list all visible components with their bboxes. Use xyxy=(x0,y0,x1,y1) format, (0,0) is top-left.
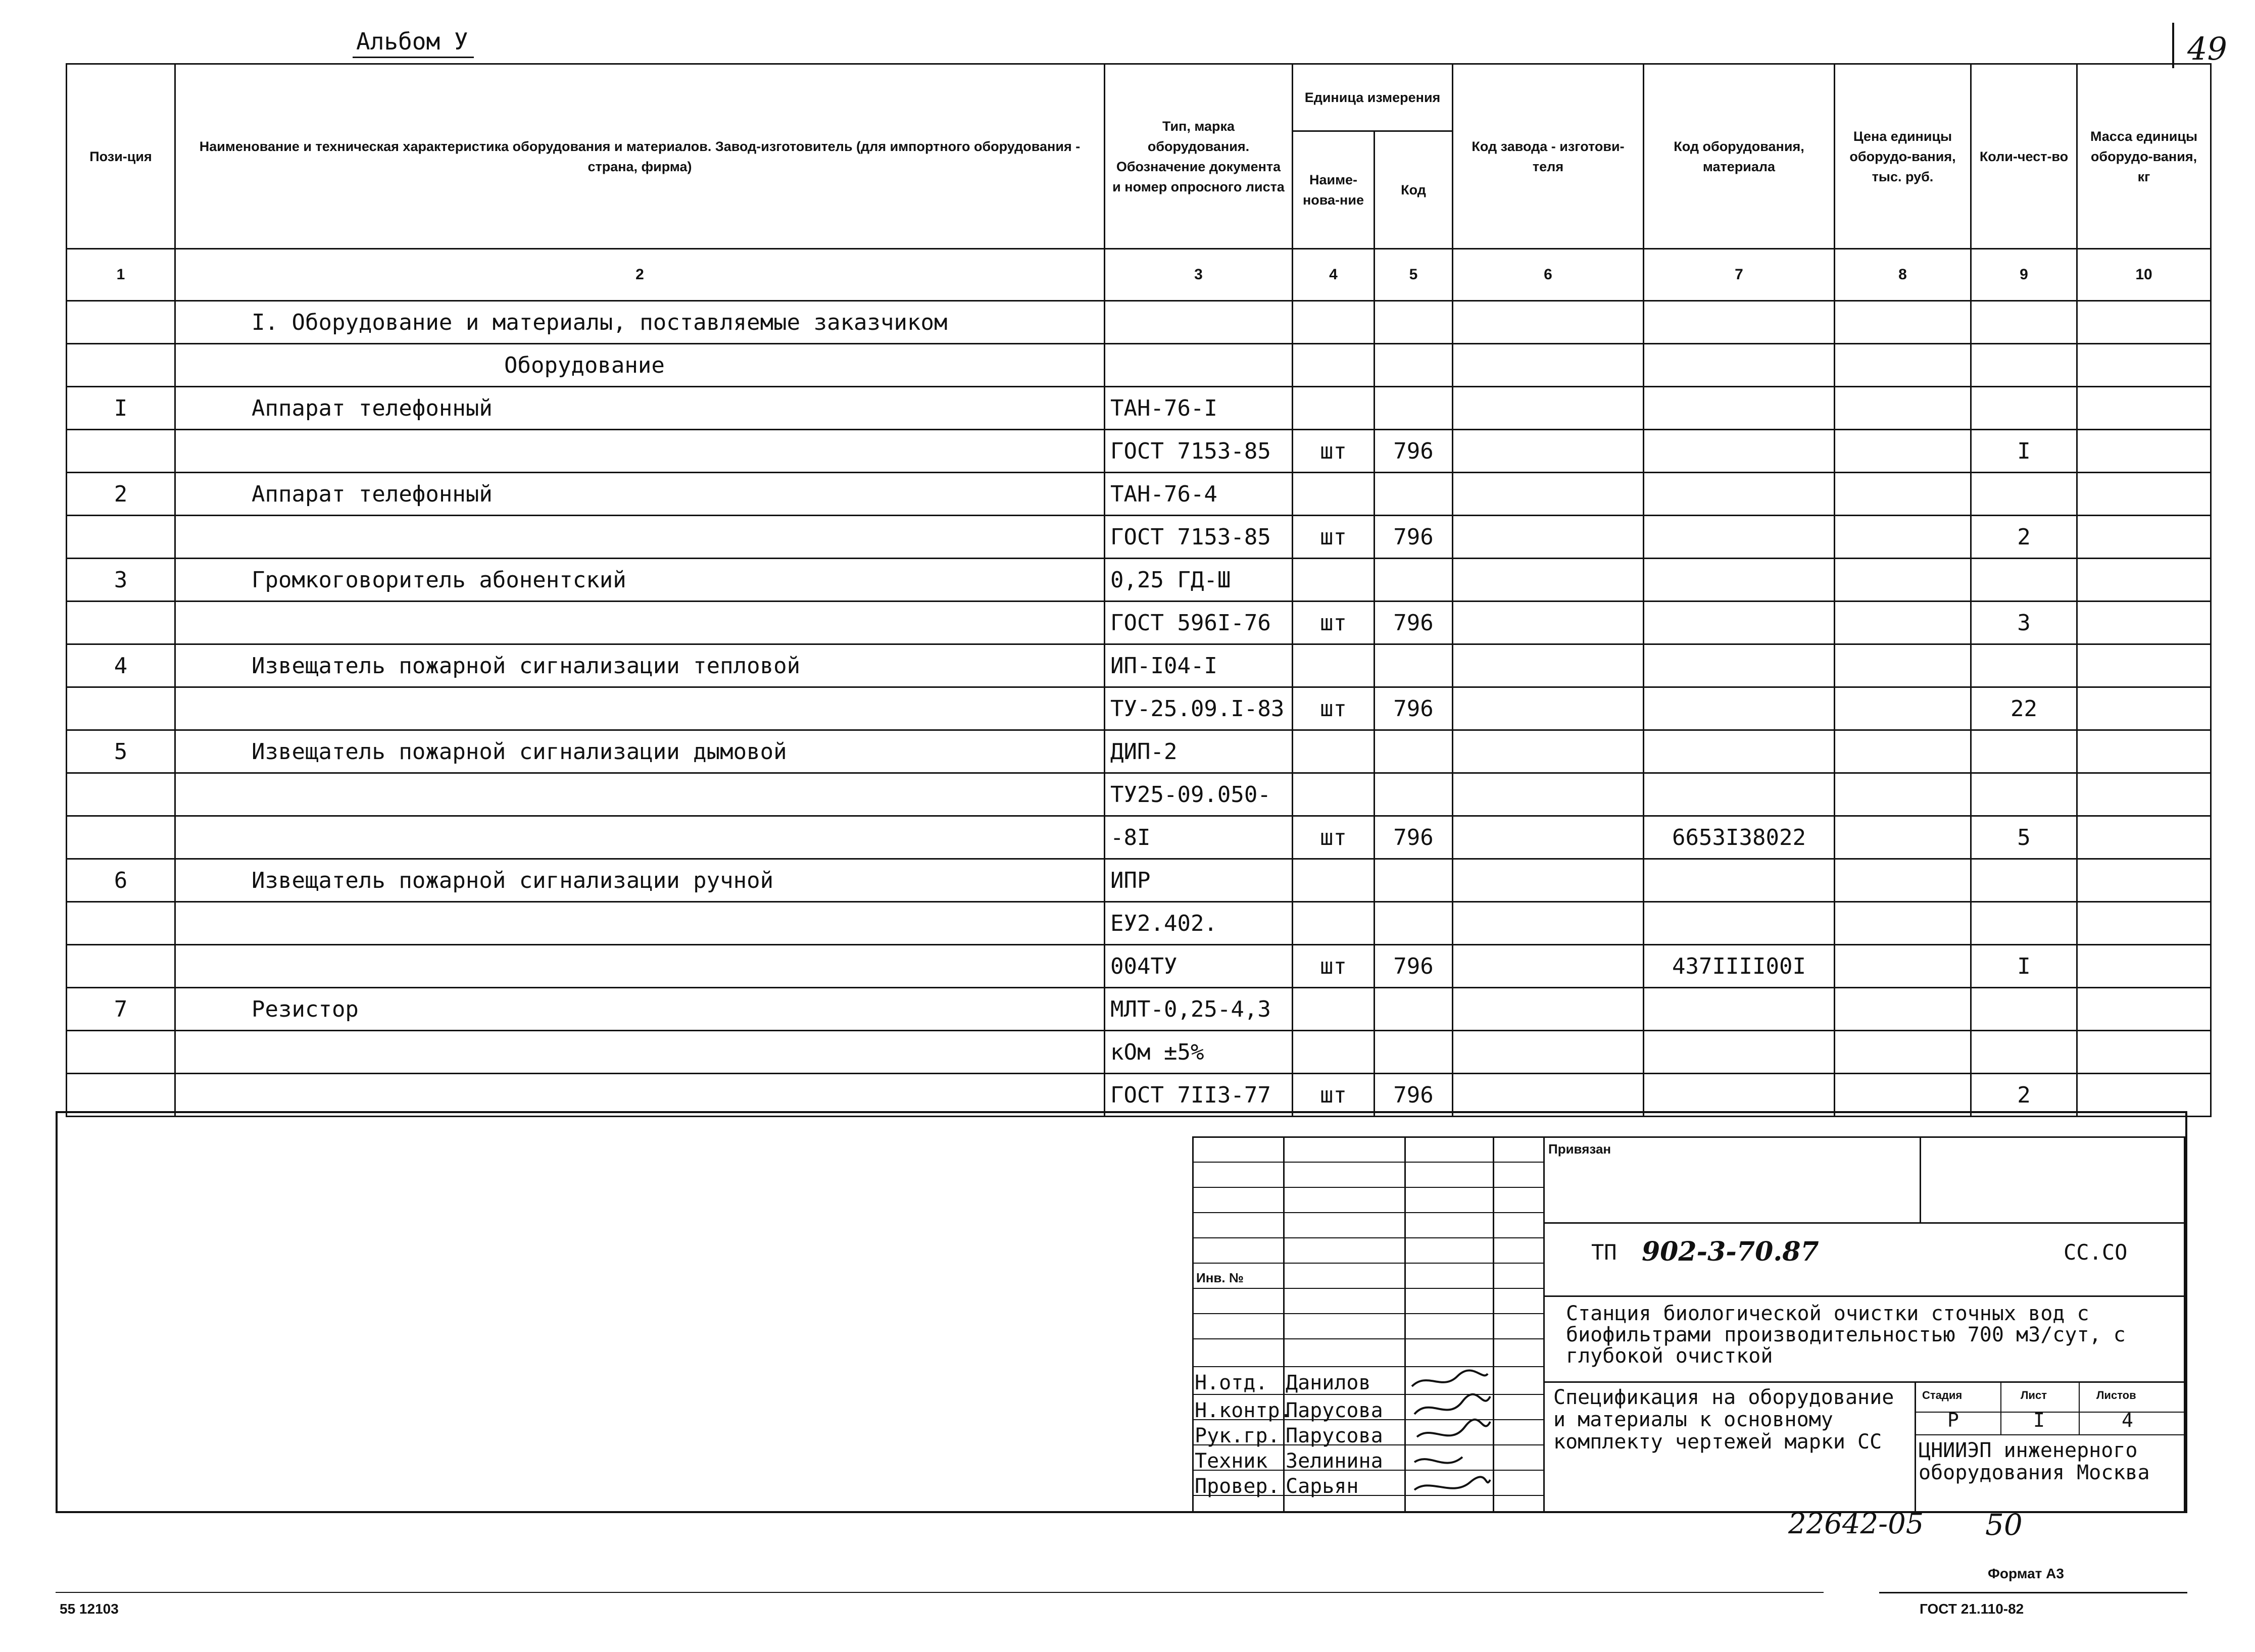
cell-type: ГОСТ 7II3-77 xyxy=(1105,1074,1293,1117)
cell-factory-code xyxy=(1453,1031,1644,1074)
cell-mass xyxy=(2077,516,2211,559)
cell-type: 0,25 ГД-Ш xyxy=(1105,559,1293,602)
page-number: 50 xyxy=(1985,1508,2023,1542)
cell-factory-code xyxy=(1453,902,1644,945)
cell-unit-code xyxy=(1375,473,1453,516)
cell-unit xyxy=(1293,387,1375,430)
spec-title: Спецификация на оборудование и материалы к основному комплекту чертежей марки СС xyxy=(1553,1386,1894,1454)
cell-name: Извещатель пожарной сигнализации тепловой xyxy=(175,644,1105,687)
cell-price xyxy=(1835,687,1971,730)
cell-factory-code xyxy=(1453,301,1644,344)
cell-type: ТАН-76-I xyxy=(1105,387,1293,430)
cell-position: 7 xyxy=(67,988,175,1031)
cell-quantity xyxy=(1971,644,2077,687)
table-row xyxy=(67,988,2211,1031)
col-header-mass: Масса единицы оборудо-вания, кг xyxy=(2077,64,2211,249)
frame-line xyxy=(56,1111,2187,1113)
cell-factory-code xyxy=(1453,644,1644,687)
cell-position xyxy=(67,773,175,816)
cell-material-code xyxy=(1644,473,1835,516)
cell-unit-code xyxy=(1375,730,1453,773)
col-header-quantity: Коли-чест-во xyxy=(1971,64,2077,249)
cell-unit-code: 796 xyxy=(1375,602,1453,644)
cell-unit-code xyxy=(1375,644,1453,687)
cell-mass xyxy=(2077,644,2211,687)
cell-quantity xyxy=(1971,344,2077,387)
frame-line xyxy=(56,1111,58,1513)
cell-mass xyxy=(2077,387,2211,430)
table-row xyxy=(67,687,2211,730)
privyazan-label: Привязан xyxy=(1548,1141,1611,1157)
table-row xyxy=(67,902,2211,945)
cell-unit-code xyxy=(1375,1031,1453,1074)
cell-name xyxy=(175,902,1105,945)
project-number: 902-3-70.87 xyxy=(1642,1236,1819,1267)
cell-quantity xyxy=(1971,730,2077,773)
cell-quantity xyxy=(1971,1031,2077,1074)
cell-unit-code: 796 xyxy=(1375,687,1453,730)
table-row xyxy=(67,730,2211,773)
table-row xyxy=(67,387,2211,430)
cell-material-code: 6653I38022 xyxy=(1644,816,1835,859)
cell-type: ТУ25-09.050- xyxy=(1105,773,1293,816)
cell-type: кОм ±5% xyxy=(1105,1031,1293,1074)
cell-position xyxy=(67,602,175,644)
frame-line xyxy=(2185,1111,2187,1513)
cell-factory-code xyxy=(1453,559,1644,602)
cell-material-code xyxy=(1644,644,1835,687)
cell-quantity xyxy=(1971,473,2077,516)
cell-factory-code xyxy=(1453,430,1644,473)
cell-price xyxy=(1835,516,1971,559)
cell-mass xyxy=(2077,301,2211,344)
col-number: 5 xyxy=(1375,249,1453,301)
cell-mass xyxy=(2077,1031,2211,1074)
cell-type: ТУ-25.09.I-83 xyxy=(1105,687,1293,730)
cell-material-code xyxy=(1644,344,1835,387)
cell-mass xyxy=(2077,988,2211,1031)
cell-name xyxy=(175,602,1105,644)
col-header-material-code: Код оборудования, материала xyxy=(1644,64,1835,249)
cell-mass xyxy=(2077,473,2211,516)
cell-material-code xyxy=(1644,902,1835,945)
col-number: 10 xyxy=(2077,249,2211,301)
cell-material-code xyxy=(1644,430,1835,473)
cell-price xyxy=(1835,644,1971,687)
cell-name xyxy=(175,945,1105,988)
cell-factory-code xyxy=(1453,473,1644,516)
cell-unit xyxy=(1293,1031,1375,1074)
cell-name: Извещатель пожарной сигнализации ручной xyxy=(175,859,1105,902)
cell-mass xyxy=(2077,559,2211,602)
cell-factory-code xyxy=(1453,387,1644,430)
cell-position xyxy=(67,1074,175,1117)
table-row xyxy=(67,644,2211,687)
cell-name: Аппарат телефонный xyxy=(175,473,1105,516)
cell-factory-code xyxy=(1453,988,1644,1031)
cell-mass xyxy=(2077,816,2211,859)
sheet-number-divider xyxy=(2172,23,2174,68)
cell-unit: шт xyxy=(1293,1074,1375,1117)
cell-type: ДИП-2 xyxy=(1105,730,1293,773)
cell-position xyxy=(67,516,175,559)
cell-mass xyxy=(2077,602,2211,644)
cell-mass xyxy=(2077,773,2211,816)
cell-price xyxy=(1835,773,1971,816)
cell-type: ГОСТ 7153-85 xyxy=(1105,430,1293,473)
organization: ЦНИИЭП инженерного оборудования Москва xyxy=(1919,1439,2150,1484)
cell-name: Извещатель пожарной сигнализации дымовой xyxy=(175,730,1105,773)
cell-factory-code xyxy=(1453,687,1644,730)
cell-mass xyxy=(2077,430,2211,473)
table-row xyxy=(67,301,2211,344)
cell-position: 4 xyxy=(67,644,175,687)
specification-table xyxy=(66,63,2212,1117)
format-label: Формат А3 xyxy=(1988,1566,2064,1581)
cell-price xyxy=(1835,473,1971,516)
cell-unit-code xyxy=(1375,859,1453,902)
cell-unit xyxy=(1293,473,1375,516)
col-number: 9 xyxy=(1971,249,2077,301)
cell-position xyxy=(67,687,175,730)
cell-unit-code: 796 xyxy=(1375,1074,1453,1117)
cell-mass xyxy=(2077,730,2211,773)
cell-unit xyxy=(1293,773,1375,816)
table-row xyxy=(67,344,2211,387)
cell-unit xyxy=(1293,730,1375,773)
sig-name: Парусова xyxy=(1286,1399,1383,1422)
cell-unit: шт xyxy=(1293,430,1375,473)
table-row xyxy=(67,430,2211,473)
cell-position: 5 xyxy=(67,730,175,773)
sig-role: Рук.гр. xyxy=(1195,1424,1280,1447)
cell-unit: шт xyxy=(1293,816,1375,859)
cell-unit-code xyxy=(1375,344,1453,387)
cell-factory-code xyxy=(1453,773,1644,816)
cell-factory-code xyxy=(1453,516,1644,559)
cell-factory-code xyxy=(1453,344,1644,387)
sheets-value: 4 xyxy=(2122,1409,2133,1431)
document-number: 22642-05 xyxy=(1788,1508,1924,1540)
stage-value: Р xyxy=(1947,1409,1959,1431)
table-row xyxy=(67,945,2211,988)
cell-material-code xyxy=(1644,773,1835,816)
cell-position xyxy=(67,301,175,344)
footer-line xyxy=(1879,1592,2187,1593)
cell-price xyxy=(1835,902,1971,945)
cell-type: ГОСТ 596I-76 xyxy=(1105,602,1293,644)
cell-unit-code xyxy=(1375,559,1453,602)
sig-role: Н.контр. xyxy=(1195,1399,1292,1422)
table-row xyxy=(67,816,2211,859)
cell-factory-code xyxy=(1453,816,1644,859)
cell-unit-code xyxy=(1375,301,1453,344)
cell-unit: шт xyxy=(1293,602,1375,644)
cell-unit-code: 796 xyxy=(1375,430,1453,473)
cell-name: Оборудование xyxy=(175,344,1105,387)
cell-name xyxy=(175,516,1105,559)
cell-price xyxy=(1835,387,1971,430)
cell-type: ИП-I04-I xyxy=(1105,644,1293,687)
inv-no-label: Инв. № xyxy=(1196,1270,1244,1285)
cell-material-code xyxy=(1644,516,1835,559)
cell-factory-code xyxy=(1453,602,1644,644)
cell-mass xyxy=(2077,344,2211,387)
cell-quantity xyxy=(1971,859,2077,902)
title-block xyxy=(1192,1136,2185,1513)
col-number: 6 xyxy=(1453,249,1644,301)
cell-type: ГОСТ 7153-85 xyxy=(1105,516,1293,559)
cell-price xyxy=(1835,301,1971,344)
sig-role: Провер. xyxy=(1195,1475,1280,1498)
cell-quantity: 2 xyxy=(1971,516,2077,559)
cell-price xyxy=(1835,730,1971,773)
col-header-name: Наименование и техническая характеристика оборудования и материалов. Завод-изготовитель (для импортного оборудования - страна, фирма) xyxy=(175,64,1105,249)
sheets-label: Листов xyxy=(2096,1389,2136,1401)
col-header-factory-code: Код завода - изготови-теля xyxy=(1453,64,1644,249)
cell-name xyxy=(175,430,1105,473)
cell-name xyxy=(175,1031,1105,1074)
cell-material-code xyxy=(1644,602,1835,644)
cell-type: ТАН-76-4 xyxy=(1105,473,1293,516)
sig-role: Техник xyxy=(1195,1449,1268,1473)
col-header-price: Цена единицы оборудо-вания, тыс. руб. xyxy=(1835,64,1971,249)
cell-position xyxy=(67,430,175,473)
cell-quantity xyxy=(1971,559,2077,602)
footer-line xyxy=(56,1592,1824,1593)
cell-mass xyxy=(2077,1074,2211,1117)
cell-material-code xyxy=(1644,988,1835,1031)
cell-unit: шт xyxy=(1293,516,1375,559)
col-number: 7 xyxy=(1644,249,1835,301)
cell-price xyxy=(1835,602,1971,644)
table-row xyxy=(67,602,2211,644)
table-row xyxy=(67,473,2211,516)
cell-position xyxy=(67,902,175,945)
cell-unit xyxy=(1293,859,1375,902)
cell-position: 3 xyxy=(67,559,175,602)
footer-standard: ГОСТ 21.110-82 xyxy=(1920,1601,2024,1617)
cell-unit xyxy=(1293,559,1375,602)
sheet-mark: СС.СО xyxy=(2064,1240,2128,1265)
album-underline xyxy=(353,57,474,58)
col-number: 4 xyxy=(1293,249,1375,301)
cell-material-code xyxy=(1644,387,1835,430)
col-header-unit-code: Код xyxy=(1375,131,1453,249)
cell-quantity xyxy=(1971,902,2077,945)
table-row xyxy=(67,559,2211,602)
cell-quantity: I xyxy=(1971,430,2077,473)
cell-material-code xyxy=(1644,1031,1835,1074)
cell-position xyxy=(67,945,175,988)
cell-position: 6 xyxy=(67,859,175,902)
cell-unit xyxy=(1293,301,1375,344)
station-title: Станция биологической очистки сточных вод с биофильтрами производительностью 700 м3/сут, с глубокой очисткой xyxy=(1566,1302,2126,1368)
album-label: Альбом У xyxy=(356,28,468,55)
cell-material-code xyxy=(1644,687,1835,730)
cell-unit-code: 796 xyxy=(1375,945,1453,988)
col-header-unit: Единица измерения xyxy=(1293,64,1453,131)
cell-name xyxy=(175,687,1105,730)
cell-type: ЕУ2.402. xyxy=(1105,902,1293,945)
cell-quantity: 2 xyxy=(1971,1074,2077,1117)
sig-role: Н.отд. xyxy=(1195,1371,1268,1394)
cell-unit: шт xyxy=(1293,687,1375,730)
cell-unit-code: 796 xyxy=(1375,516,1453,559)
cell-type: МЛТ-0,25-4,3 xyxy=(1105,988,1293,1031)
cell-unit-code xyxy=(1375,988,1453,1031)
cell-mass xyxy=(2077,945,2211,988)
cell-quantity xyxy=(1971,387,2077,430)
cell-unit-code: 796 xyxy=(1375,816,1453,859)
cell-mass xyxy=(2077,859,2211,902)
cell-unit xyxy=(1293,644,1375,687)
table-row xyxy=(67,1031,2211,1074)
table-row xyxy=(67,773,2211,816)
cell-name: Аппарат телефонный xyxy=(175,387,1105,430)
cell-price xyxy=(1835,859,1971,902)
cell-mass xyxy=(2077,687,2211,730)
cell-unit xyxy=(1293,902,1375,945)
sig-name: Парусова xyxy=(1286,1424,1383,1447)
cell-material-code xyxy=(1644,301,1835,344)
cell-quantity: 3 xyxy=(1971,602,2077,644)
cell-price xyxy=(1835,344,1971,387)
cell-name: I. Оборудование и материалы, поставляемые заказчиком xyxy=(175,301,1105,344)
cell-quantity xyxy=(1971,773,2077,816)
cell-price xyxy=(1835,430,1971,473)
cell-unit: шт xyxy=(1293,945,1375,988)
cell-factory-code xyxy=(1453,945,1644,988)
col-number: 3 xyxy=(1105,249,1293,301)
cell-factory-code xyxy=(1453,859,1644,902)
table-row xyxy=(67,859,2211,902)
cell-unit xyxy=(1293,344,1375,387)
cell-position: 2 xyxy=(67,473,175,516)
footer-code: 55 12103 xyxy=(60,1601,119,1617)
col-header-position: Пози-ция xyxy=(67,64,175,249)
cell-factory-code xyxy=(1453,1074,1644,1117)
table-row xyxy=(67,1074,2211,1117)
table-row xyxy=(67,516,2211,559)
cell-material-code: 437IIII00I xyxy=(1644,945,1835,988)
cell-unit-code xyxy=(1375,902,1453,945)
cell-type: -8I xyxy=(1105,816,1293,859)
col-header-type: Тип, марка оборудования. Обозначение документа и номер опросного листа xyxy=(1105,64,1293,249)
cell-type xyxy=(1105,301,1293,344)
sheet-value: I xyxy=(2033,1409,2045,1431)
cell-name xyxy=(175,816,1105,859)
cell-quantity: 22 xyxy=(1971,687,2077,730)
cell-name xyxy=(175,773,1105,816)
cell-price xyxy=(1835,988,1971,1031)
cell-material-code xyxy=(1644,1074,1835,1117)
cell-price xyxy=(1835,816,1971,859)
sheet-label: Лист xyxy=(2021,1389,2047,1401)
cell-quantity xyxy=(1971,988,2077,1031)
cell-material-code xyxy=(1644,559,1835,602)
sig-name: Сарьян xyxy=(1286,1475,1359,1498)
cell-factory-code xyxy=(1453,730,1644,773)
cell-position xyxy=(67,1031,175,1074)
cell-position xyxy=(67,344,175,387)
col-number: 1 xyxy=(67,249,175,301)
cell-name: Резистор xyxy=(175,988,1105,1031)
cell-unit xyxy=(1293,988,1375,1031)
col-number: 8 xyxy=(1835,249,1971,301)
cell-name: Громкоговоритель абонентский xyxy=(175,559,1105,602)
cell-material-code xyxy=(1644,859,1835,902)
cell-type xyxy=(1105,344,1293,387)
sig-name: Зелинина xyxy=(1286,1449,1383,1473)
cell-price xyxy=(1835,559,1971,602)
cell-mass xyxy=(2077,902,2211,945)
cell-price xyxy=(1835,1031,1971,1074)
cell-type: ИПР xyxy=(1105,859,1293,902)
cell-price xyxy=(1835,945,1971,988)
cell-name xyxy=(175,1074,1105,1117)
cell-position: I xyxy=(67,387,175,430)
stage-label: Стадия xyxy=(1922,1389,1963,1401)
cell-quantity: 5 xyxy=(1971,816,2077,859)
sig-name: Данилов xyxy=(1286,1371,1371,1394)
cell-price xyxy=(1835,1074,1971,1117)
cell-position xyxy=(67,816,175,859)
cell-type: 004ТУ xyxy=(1105,945,1293,988)
col-header-unit-name: Наиме-нова-ние xyxy=(1293,131,1375,249)
cell-quantity: I xyxy=(1971,945,2077,988)
cell-material-code xyxy=(1644,730,1835,773)
cell-unit-code xyxy=(1375,387,1453,430)
sheet-number: 49 xyxy=(2187,30,2227,67)
cell-quantity xyxy=(1971,301,2077,344)
project-code: ТП xyxy=(1591,1240,1617,1265)
handwritten-signatures xyxy=(1407,1366,1493,1513)
col-number: 2 xyxy=(175,249,1105,301)
cell-unit-code xyxy=(1375,773,1453,816)
